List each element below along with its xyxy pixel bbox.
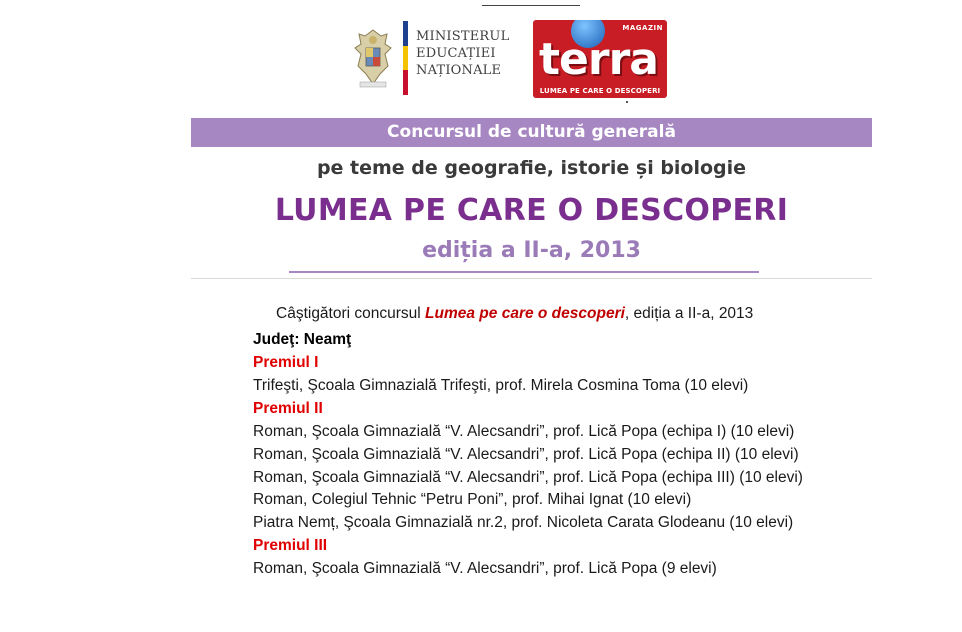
ministry-line-3: NAȚIONALE [416,63,502,78]
contest-name-italic: Lumea pe care o descoperi [425,305,625,322]
prize-3-label: Premiul III [253,537,328,554]
contest-banner: Concursul de cultură generală [191,118,872,147]
intro-text-before: Câştigători concursul [276,305,426,322]
terra-wordmark: terra [539,34,658,85]
prize-2-label: Premiul II [253,400,323,417]
terra-magazin-label: MAGAZIN [622,24,663,32]
flag-blue [403,21,408,46]
intro-line [276,304,753,324]
prize-3-entry: Roman, Şcoala Gimnazială “V. Alecsandri”, prof. Lică Popa (9 elevi) [253,560,717,577]
flag-red [403,70,408,95]
ministry-logo [352,18,512,100]
intro-text-after: , ediția a II-a, 2013 [624,305,754,322]
prize-2-entry: Roman, Şcoala Gimnazială “V. Alecsandri”, prof. Lică Popa (echipa I) (10 elevi) [253,423,795,440]
contest-subtitle: pe teme de geografie, istorie și biologie [316,157,747,179]
top-rule [482,5,580,6]
decorative-dot [626,101,628,103]
ministry-line-1: MINISTERUL [416,29,510,44]
flag-stripe [403,21,408,95]
contest-title: LUMEA PE CARE O DESCOPERI [274,193,789,228]
contest-edition: ediția a II-a, 2013 [422,238,641,263]
title-underline [289,271,759,273]
terra-tagline: LUMEA PE CARE O DESCOPERI [539,87,661,95]
prize-1-label: Premiul I [253,354,319,371]
prize-1-entry: Trifeşti, Şcoala Gimnazială Trifeşti, prof. Mirela Cosmina Toma (10 elevi) [253,377,749,394]
prize-2-entry: Roman, Colegiul Tehnic “Petru Poni”, prof. Mihai Ignat (10 elevi) [253,491,692,508]
prize-2-entry: Roman, Şcoala Gimnazială “V. Alecsandri”, prof. Lică Popa (echipa II) (10 elevi) [253,446,799,463]
terra-magazine-logo [533,20,667,98]
coat-of-arms-icon [352,26,394,90]
prize-2-entry: Piatra Nemț, Şcoala Gimnazială nr.2, prof. Nicoleta Carata Glodeanu (10 elevi) [253,514,794,531]
county-heading: Judeţ: Neamţ [253,331,352,348]
flag-yellow [403,46,408,71]
ministry-line-2: EDUCAȚIEI [416,46,496,61]
prize-2-entry: Roman, Şcoala Gimnazială “V. Alecsandri”, prof. Lică Popa (echipa III) (10 elevi) [253,469,803,486]
header-divider [191,278,872,279]
ministry-name [416,28,512,79]
